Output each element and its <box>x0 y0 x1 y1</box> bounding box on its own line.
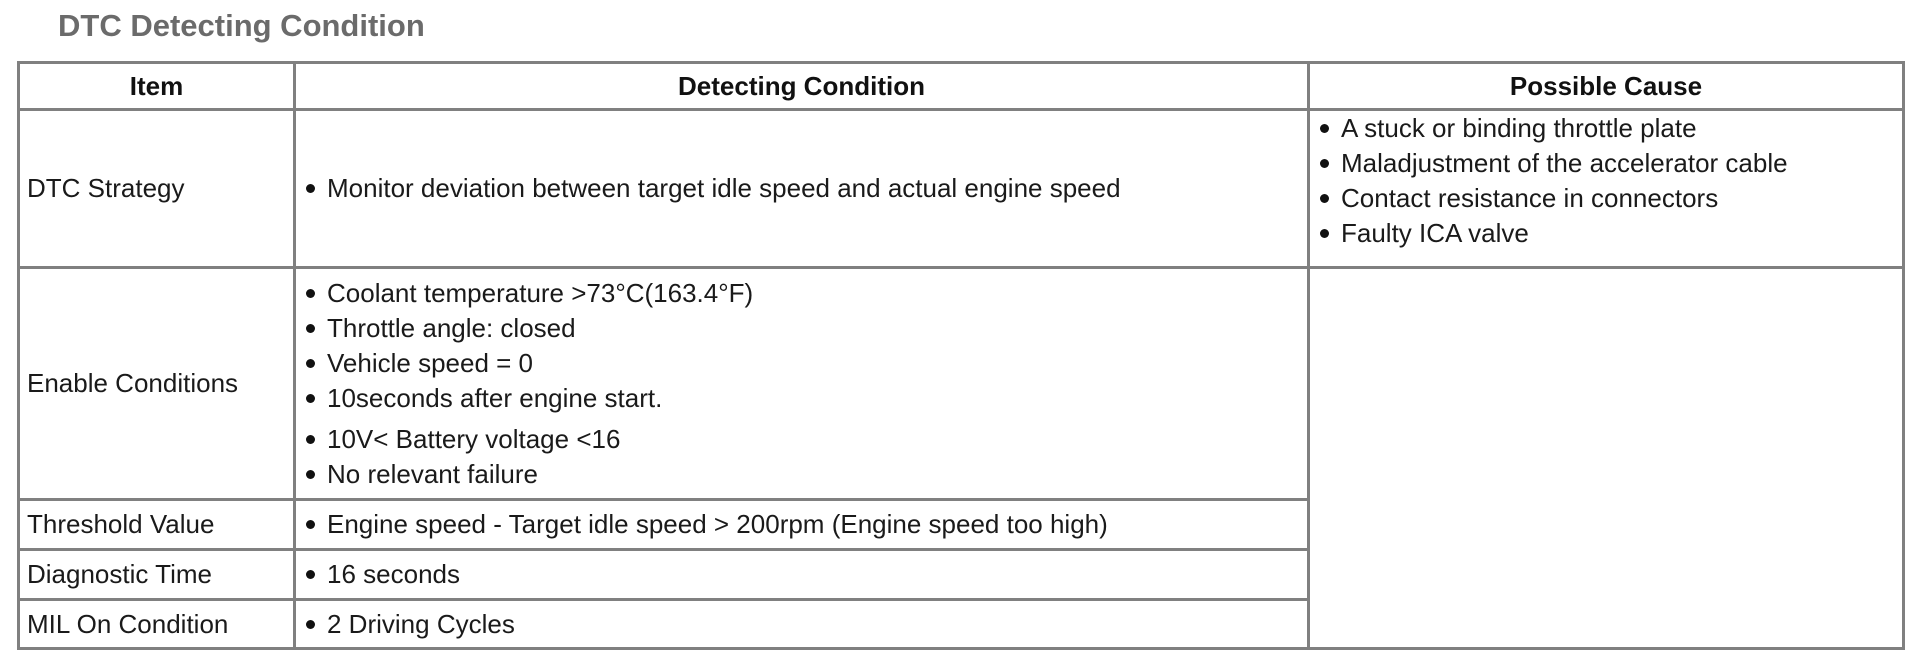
row-label: DTC Strategy <box>19 110 295 268</box>
section-heading: DTC Detecting Condition <box>58 8 425 43</box>
condition-cell <box>295 110 1309 268</box>
condition-item: Throttle angle: closed <box>305 311 1307 346</box>
possible-cause-item: Contact resistance in connectors <box>1319 181 1902 216</box>
condition-item: 10seconds after engine start. <box>305 381 1307 416</box>
condition-list <box>305 557 1307 592</box>
condition-cell <box>295 268 1309 500</box>
condition-list <box>305 171 1307 206</box>
possible-cause-item: Maladjustment of the accelerator cable <box>1319 146 1902 181</box>
condition-item: Monitor deviation between target idle speed and actual engine speed <box>305 171 1307 206</box>
possible-cause-list <box>1319 111 1902 251</box>
table-row-enable-conditions <box>19 268 1904 500</box>
table-header-row <box>19 63 1904 110</box>
condition-item: No relevant failure <box>305 457 1307 492</box>
row-label: Diagnostic Time <box>19 550 295 600</box>
condition-item: 16 seconds <box>305 557 1307 592</box>
condition-list <box>305 507 1307 542</box>
dtc-condition-table <box>17 61 1905 650</box>
condition-item: 10V< Battery voltage <16 <box>305 422 1307 457</box>
possible-cause-item: A stuck or binding throttle plate <box>1319 111 1902 146</box>
condition-cell <box>295 600 1309 649</box>
condition-list <box>305 276 1307 492</box>
condition-item: 2 Driving Cycles <box>305 607 1307 642</box>
condition-list <box>305 607 1307 642</box>
possible-cause-empty-cell <box>1309 268 1904 649</box>
condition-cell <box>295 500 1309 550</box>
condition-cell <box>295 550 1309 600</box>
row-label: Threshold Value <box>19 500 295 550</box>
possible-cause-item: Faulty ICA valve <box>1319 216 1902 251</box>
column-header-item: Item <box>19 63 295 110</box>
column-header-detecting-condition: Detecting Condition <box>295 63 1309 110</box>
condition-item: Coolant temperature >73°C(163.4°F) <box>305 276 1307 311</box>
row-label: Enable Conditions <box>19 268 295 500</box>
condition-item: Vehicle speed = 0 <box>305 346 1307 381</box>
column-header-possible-cause: Possible Cause <box>1309 63 1904 110</box>
table-row-dtc-strategy <box>19 110 1904 268</box>
row-label: MIL On Condition <box>19 600 295 649</box>
condition-item: Engine speed - Target idle speed > 200rpm (Engine speed too high) <box>305 507 1307 542</box>
possible-cause-cell <box>1309 110 1904 268</box>
